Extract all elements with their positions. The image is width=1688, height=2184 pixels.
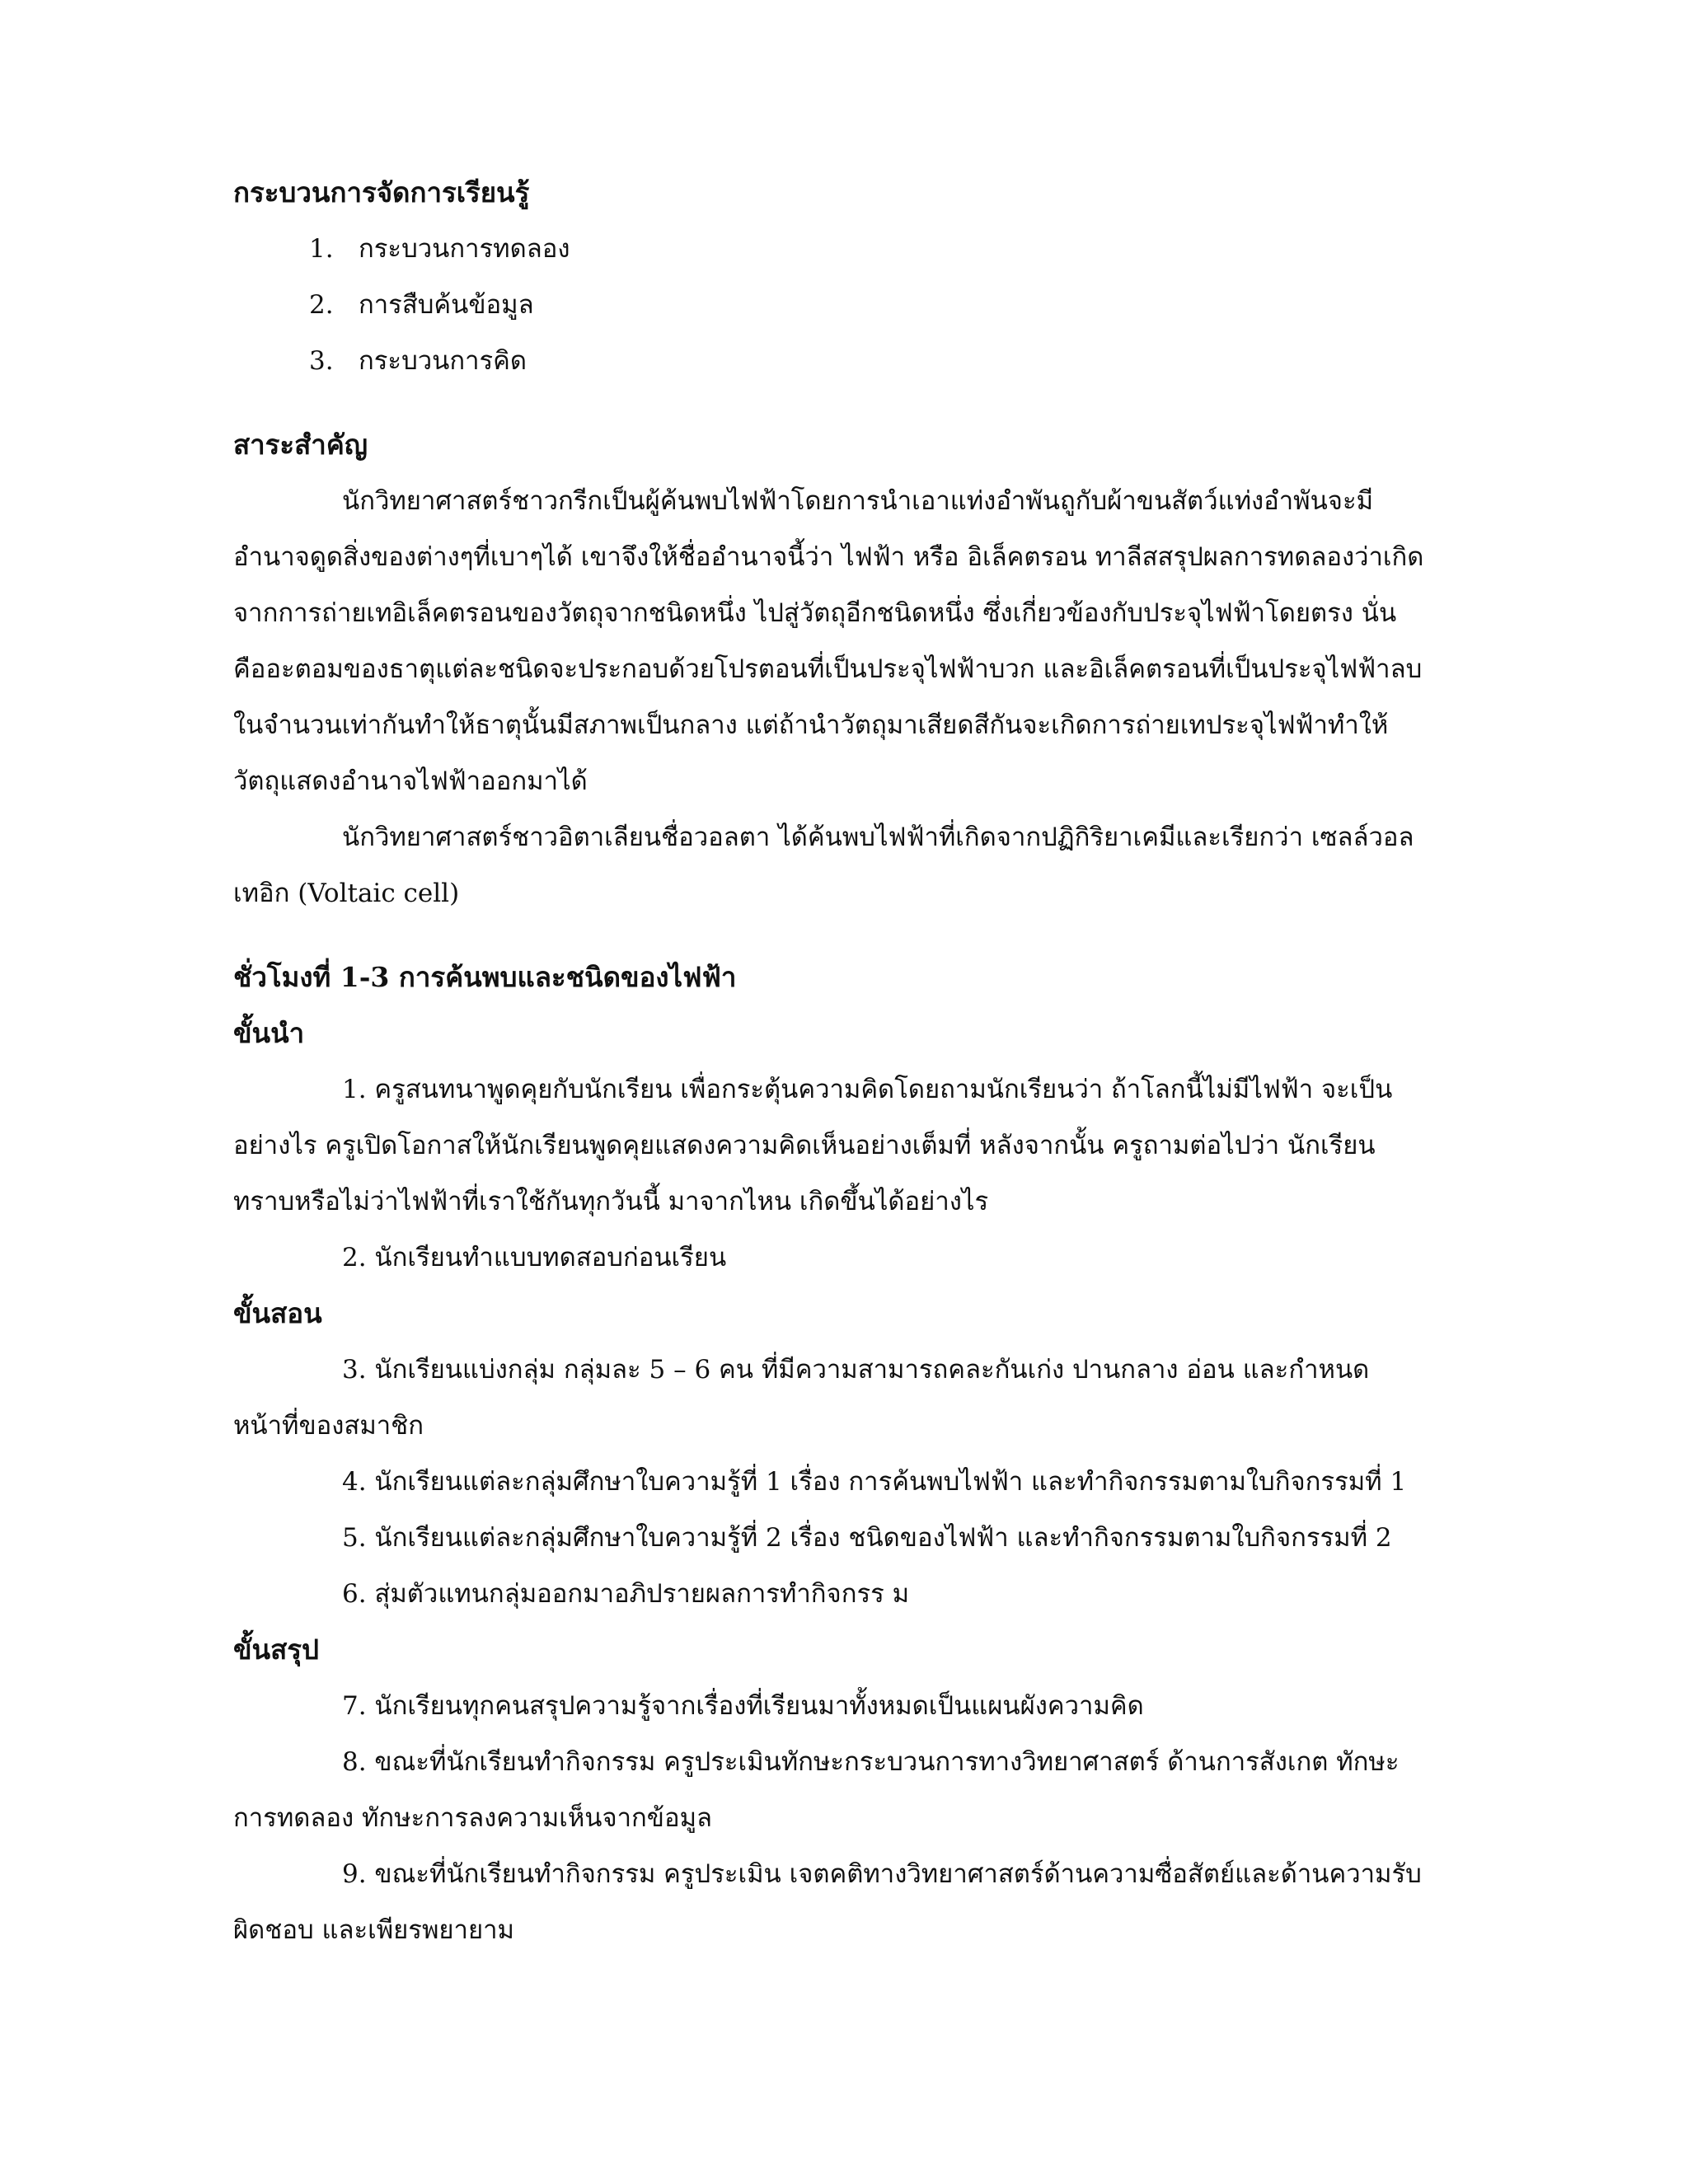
teach-stage-heading: ขั้นสอน: [233, 1297, 322, 1329]
hours-heading: ชั่วโมงที่ 1-3 การค้นพบและชนิดของไฟฟ้า: [233, 961, 737, 993]
list-item-number: 3.: [309, 346, 334, 376]
step-item: 1. ครูสนทนาพูดคุยกับนักเรียน เพื่อกระตุ้นความคิดโดยถามนักเรียนว่า ถ้าโลกนี้ไม่มีไฟฟ้า จะเป็นอย่างไร ครูเปิดโอกาสให้นักเรียนพูดคุยแสดงความคิดเห็นอย่างเต็มที่ หลังจากนั้น ครูถามต่อไปว่า นักเรียนทราบหรือไม่ว่าไฟฟ้าที่เราใช้กันทุกวันนี้ มาจากไหน เกิดขึ้นได้อย่างไร: [233, 1075, 1393, 1216]
essence-paragraph: นักวิทยาศาสตร์ชาวกรีกเป็นผู้ค้นพบไฟฟ้าโดยการนำเอาแท่งอำพันถูกับผ้าขนสัตว์แท่งอำพันจะมีอำนาจดูดสิ่งของต่างๆที่เบาๆได้ เขาจึงให้ชื่ออำนาจนี้ว่า ไฟฟ้า หรือ อิเล็คตรอน ทาลีสสรุปผลการทดลองว่าเกิดจากการถ่ายเทอิเล็คตรอนของวัตถุจากชนิดหนึ่ง ไปสู่วัตถุอีกชนิดหนึ่ง ซึ่งเกี่ยวข้องกับประจุไฟฟ้าโดยตรง นั่นคืออะตอมของธาตุแต่ละชนิดจะประกอบด้วยโปรตอนที่เป็นประจุไฟฟ้าบวก และอิเล็คตรอนที่เป็นประจุไฟฟ้าลบในจำนวนเท่ากันทำให้ธาตุนั้นมีสภาพเป็นกลาง แต่ถ้านำวัตถุมาเสียดสีกันจะเกิดการถ่ายเทประจุไฟฟ้าทำให้วัตถุแสดงอำนาจไฟฟ้าออกมาได้: [233, 486, 1424, 796]
step-item: 7. นักเรียนทุกคนสรุปความรู้จากเรื่องที่เรียนมาทั้งหมดเป็นแผนผังความคิด: [342, 1691, 1144, 1721]
section-spacer: [233, 389, 1428, 417]
list-item-number: 1.: [309, 234, 334, 264]
list-item: [309, 277, 1428, 333]
process-heading: กระบวนการจัดการเรียนรู้: [233, 176, 530, 209]
step-item: 4. นักเรียนแต่ละกลุ่มศึกษาใบความรู้ที่ 1 เรื่อง การค้นพบไฟฟ้า และทำกิจกรรมตามใบกิจกรรมที่ 1: [342, 1467, 1407, 1497]
section-spacer: [233, 921, 1428, 949]
step-item: 2. นักเรียนทำแบบทดสอบก่อนเรียน: [342, 1243, 727, 1272]
list-item: [309, 333, 1428, 389]
step-item: 6. สุ่มตัวแทนกลุ่มออกมาอภิปรายผลการทำกิจกรร ม: [342, 1579, 910, 1609]
process-list: [233, 221, 1428, 389]
list-item-number: 2.: [309, 290, 334, 320]
essence-heading: สาระสำคัญ: [233, 429, 368, 461]
essence-paragraph: นักวิทยาศาสตร์ชาวอิตาเลียนชื่อวอลตา ได้ค้นพบไฟฟ้าที่เกิดจากปฏิกิริยาเคมีและเรียกว่า เซลล์วอลเทอิก (Voltaic cell): [233, 823, 1414, 908]
document-page: [233, 165, 1428, 1958]
step-item: 8. ขณะที่นักเรียนทำกิจกรรม ครูประเมินทักษะกระบวนการทางวิทยาศาสตร์ ด้านการสังเกต ทักษะการทดลอง ทักษะการลงความเห็นจากข้อมูล: [233, 1747, 1400, 1833]
summary-stage-heading: ขั้นสรุป: [233, 1633, 319, 1666]
intro-stage-heading: ขั้นนำ: [233, 1017, 305, 1049]
list-item-text: การสืบค้นข้อมูล: [359, 290, 534, 320]
list-item-text: กระบวนการทดลอง: [359, 234, 570, 264]
step-item: 9. ขณะที่นักเรียนทำกิจกรรม ครูประเมิน เจตคติทางวิทยาศาสตร์ด้านความซื่อสัตย์และด้านความรับผิดชอบ และเพียรพยายาม: [233, 1859, 1422, 1945]
list-item: [309, 221, 1428, 277]
step-item: 5. นักเรียนแต่ละกลุ่มศึกษาใบความรู้ที่ 2 เรื่อง ชนิดของไฟฟ้า และทำกิจกรรมตามใบกิจกรรมที่ 2: [342, 1523, 1392, 1553]
step-item: 3. นักเรียนแบ่งกลุ่ม กลุ่มละ 5 – 6 คน ที่มีความสามารถคละกันเก่ง ปานกลาง อ่อน และกำหนดหน้าที่ของสมาชิก: [233, 1355, 1370, 1441]
list-item-text: กระบวนการคิด: [359, 346, 528, 376]
